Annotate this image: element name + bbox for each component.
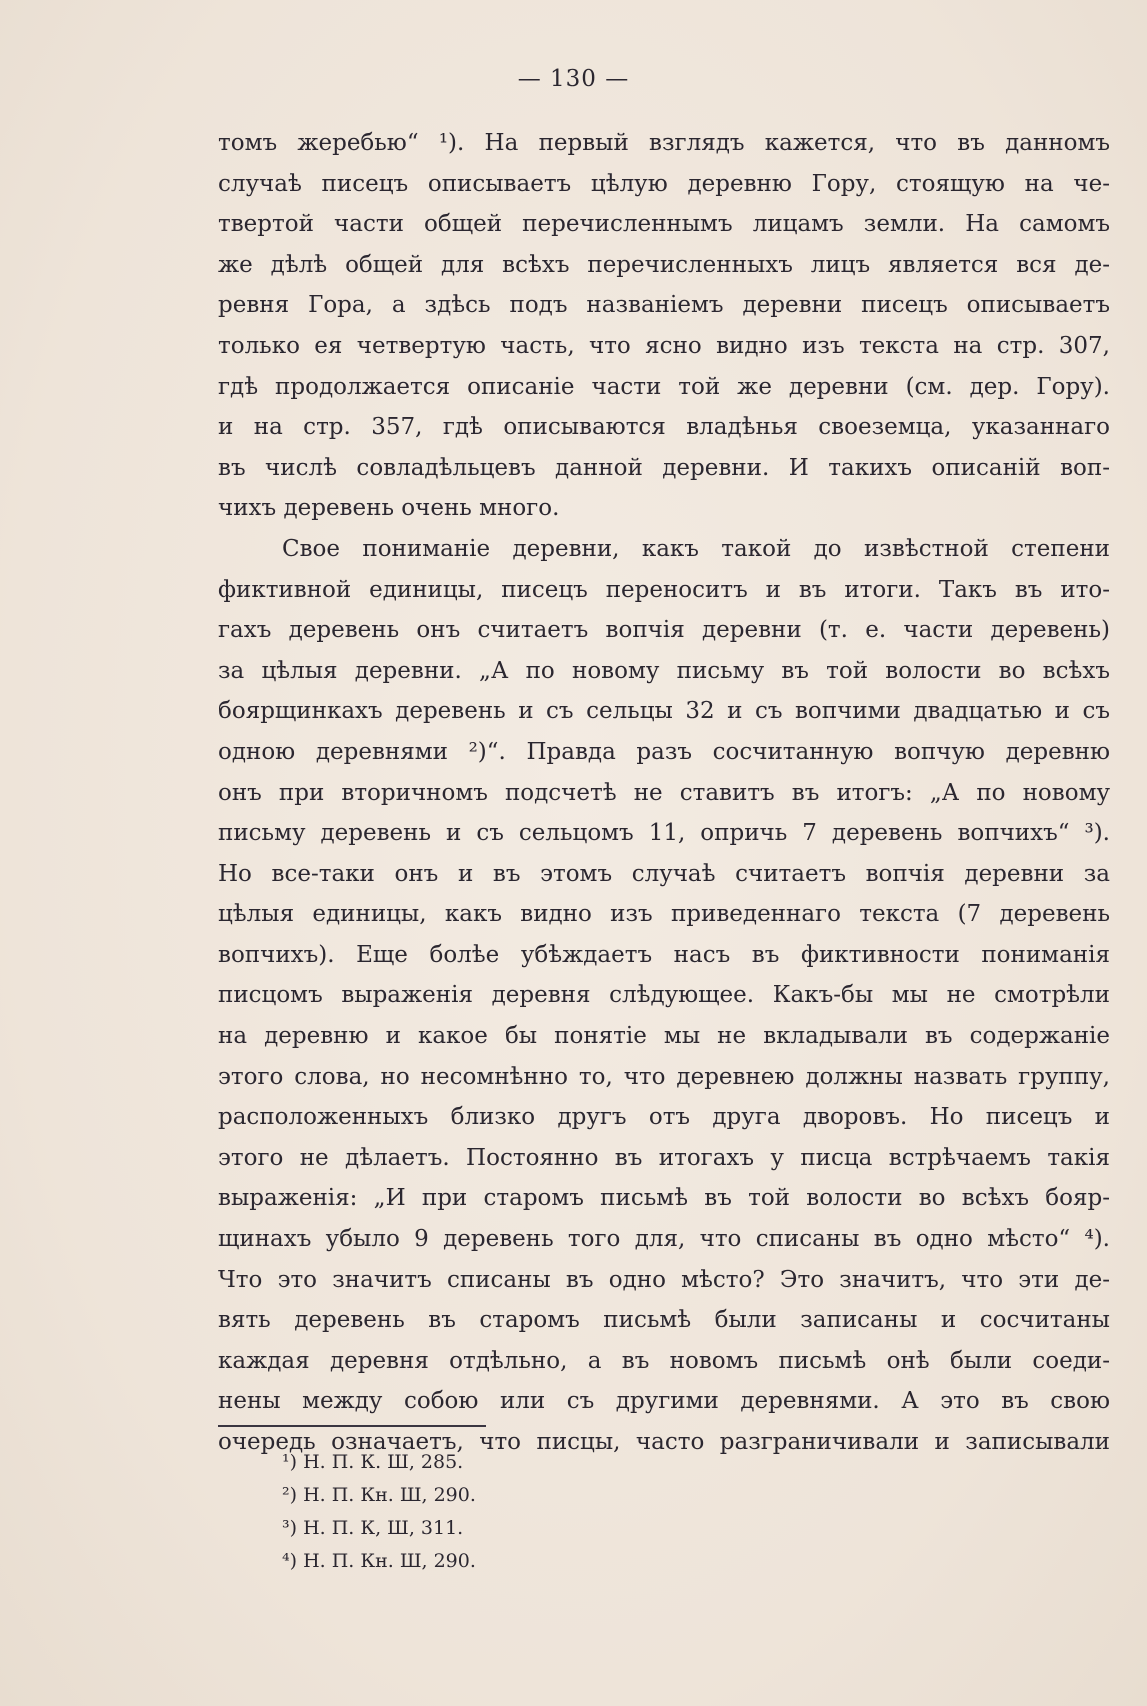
footnote: ³) Н. П. К, Ш, 311. bbox=[282, 1517, 464, 1539]
text-line: расположенныхъ близко другъ отъ друга дворовъ. Но писецъ и bbox=[218, 1104, 1110, 1131]
text-line: щинахъ убыло 9 деревень того для, что списаны въ одно мѣсто“ ⁴). bbox=[218, 1226, 1110, 1253]
text-line: гдѣ продолжается описаніе части той же деревни (см. дер. Гору). bbox=[218, 373, 1110, 400]
text-line: писцомъ выраженія деревня слѣдующее. Какъ-бы мы не смотрѣли bbox=[218, 982, 1110, 1009]
text-line: очередь означаетъ, что писцы, часто разграничивали и записывали bbox=[218, 1429, 1110, 1455]
text-line: этого не дѣлаетъ. Постоянно въ итогахъ у писца встрѣчаемъ такія bbox=[218, 1144, 1110, 1171]
text-line: онъ при вторичномъ подсчетѣ не ставитъ въ итогъ: „А по новому bbox=[218, 779, 1110, 806]
text-line: одною деревнями ²)“. Правда разъ сосчитанную вопчую деревню bbox=[218, 738, 1110, 765]
text-line: чихъ деревень очень много. bbox=[218, 495, 560, 522]
footnote-divider bbox=[218, 1425, 486, 1427]
text-line: гахъ деревень онъ считаетъ вопчія деревни (т. е. части деревень) bbox=[218, 617, 1110, 644]
text-line: на деревню и какое бы понятіе мы не вкладывали въ содержаніе bbox=[218, 1023, 1110, 1050]
text-line: вять деревень въ старомъ письмѣ были записаны и сосчитаны bbox=[218, 1307, 1110, 1334]
text-line: только ея четвертую часть, что ясно видно изъ текста на стр. 307, bbox=[218, 332, 1110, 359]
footnote: ⁴) Н. П. Кн. Ш, 290. bbox=[282, 1550, 476, 1572]
text-line: твертой части общей перечисленнымъ лицамъ земли. На самомъ bbox=[218, 211, 1110, 238]
text-line: каждая деревня отдѣльно, а въ новомъ письмѣ онѣ были соеди- bbox=[218, 1347, 1110, 1374]
text-line: Свое пониманіе деревни, какъ такой до извѣстной степени bbox=[282, 535, 1110, 562]
text-line: ревня Гора, а здѣсь подъ названіемъ деревни писецъ описываетъ bbox=[218, 292, 1110, 319]
text-line: Что это значитъ списаны въ одно мѣсто? Это значитъ, что эти де- bbox=[218, 1266, 1110, 1293]
text-line: вопчихъ). Еще болѣе убѣждаетъ насъ въ фиктивности пониманія bbox=[218, 941, 1110, 968]
text-line: нены между собою или съ другими деревнями. А это въ свою bbox=[218, 1388, 1110, 1415]
footnote: ²) Н. П. Кн. Ш, 290. bbox=[282, 1484, 476, 1506]
text-line: и на стр. 357, гдѣ описываются владѣнья своеземца, указаннаго bbox=[218, 414, 1110, 441]
page-number: — 130 — bbox=[517, 66, 630, 92]
text-line: выраженія: „И при старомъ письмѣ въ той волости во всѣхъ бояр- bbox=[218, 1185, 1110, 1212]
text-line: за цѣлыя деревни. „А по новому письму въ той волости во всѣхъ bbox=[218, 657, 1110, 684]
text-line: Но все-таки онъ и въ этомъ случаѣ считаетъ вопчія деревни за bbox=[218, 860, 1110, 887]
body-text bbox=[218, 123, 1110, 1463]
text-line: письму деревень и съ сельцомъ 11, опричь 7 деревень вопчихъ“ ³). bbox=[218, 820, 1110, 847]
text-line: случаѣ писецъ описываетъ цѣлую деревню Гору, стоящую на че- bbox=[218, 170, 1110, 197]
text-line: цѣлыя единицы, какъ видно изъ приведеннаго текста (7 деревень bbox=[218, 901, 1110, 928]
text-line: въ числѣ совладѣльцевъ данной деревни. И такихъ описаній воп- bbox=[218, 454, 1110, 481]
text-line: фиктивной единицы, писецъ переноситъ и въ итоги. Такъ въ ито- bbox=[218, 576, 1110, 603]
text-line: томъ жеребью“ ¹). На первый взглядъ кажется, что въ данномъ bbox=[218, 130, 1110, 156]
footnote: ¹) Н. П. К. Ш, 285. bbox=[282, 1451, 464, 1473]
footnotes bbox=[282, 1446, 476, 1578]
text-line: этого слова, но несомнѣнно то, что деревнею должны назвать группу, bbox=[218, 1063, 1110, 1090]
text-line: боярщинкахъ деревень и съ сельцы 32 и съ вопчими двадцатью и съ bbox=[218, 698, 1110, 725]
text-line: же дѣлѣ общей для всѣхъ перечисленныхъ лицъ является вся де- bbox=[218, 251, 1110, 278]
